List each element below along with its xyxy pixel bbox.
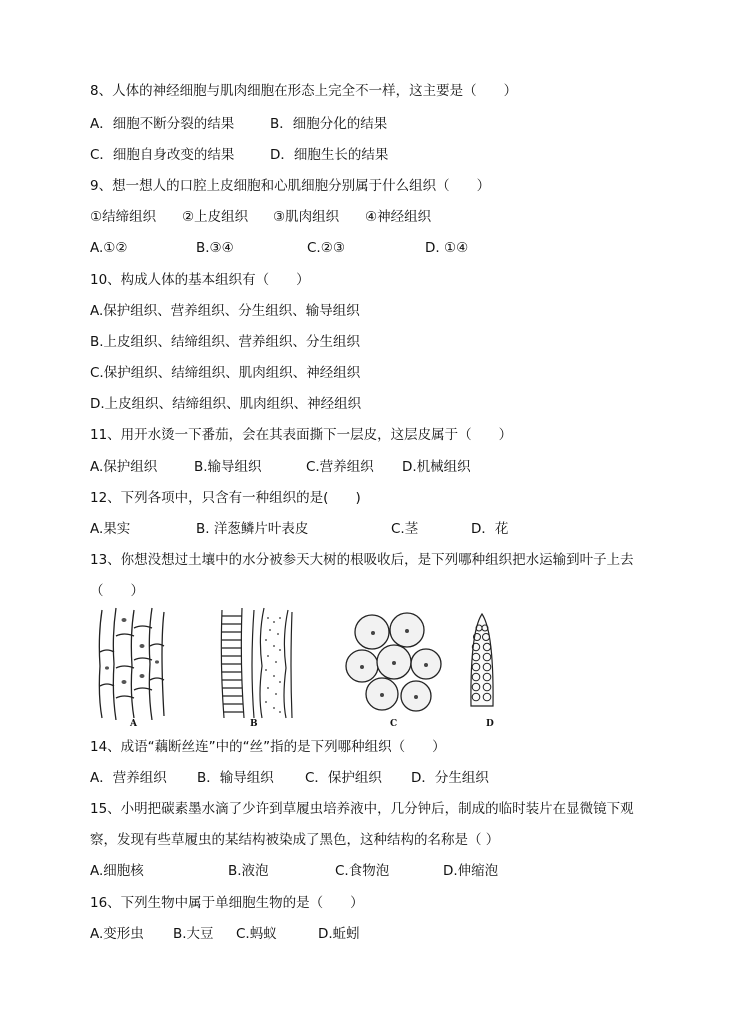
q8-option-d: D．细胞生长的结果 (270, 147, 389, 163)
q9-item-4: ④神经组织 (365, 209, 432, 225)
q10-option-c: C.保护组织、结缔组织、肌肉组织、神经组织 (90, 365, 361, 381)
q16-option-d: D.蚯蚓 (318, 926, 360, 942)
q11-option-b: B.输导组织 (194, 459, 262, 475)
q9-option-c: C.②③ (307, 240, 345, 256)
q9-stem: 9、想一想人的口腔上皮细胞和心肌细胞分别属于什么组织（ ） (90, 178, 491, 194)
q12-option-c: C.茎 (391, 521, 419, 537)
q8-option-b: B．细胞分化的结果 (270, 116, 388, 132)
q14-option-b: B．输导组织 (197, 770, 274, 786)
q8-option-c: C．细胞自身改变的结果 (90, 147, 235, 163)
figure-b-vessels (218, 606, 294, 720)
q14-option-a: A．营养组织 (90, 770, 167, 786)
q12-option-a: A.果实 (90, 521, 131, 537)
q15-stem-line1: 15、小明把碳素墨水滴了少许到草履虫培养液中，几分钟后，制成的临时装片在显微镜下观 (90, 801, 634, 817)
q10-option-b: B.上皮组织、结缔组织、营养组织、分生组织 (90, 334, 361, 350)
q8-stem: 8、人体的神经细胞与肌肉细胞在形态上完全不一样，这主要是（ ） (90, 83, 518, 99)
q11-stem: 11、用开水烫一下番茄，会在其表面撕下一层皮，这层皮属于（ ） (90, 427, 513, 443)
q15-stem-line2: 察，发现有些草履虫的某结构被染成了黑色，这种结构的名称是（ ） (90, 832, 500, 848)
figure-b-label: B (250, 719, 258, 729)
figure-a-cells (94, 606, 168, 720)
q15-option-d: D.伸缩泡 (443, 863, 499, 879)
q9-option-b: B.③④ (196, 240, 234, 256)
q13-stem-line1: 13、你想没想过土壤中的水分被参天大树的根吸收后，是下列哪种组织把水运输到叶子上去 (90, 552, 634, 568)
q11-option-c: C.营养组织 (306, 459, 374, 475)
figure-c-round-cells (342, 610, 442, 714)
q16-option-c: C.蚂蚁 (236, 926, 277, 942)
q9-item-3: ③肌肉组织 (273, 209, 340, 225)
q9-item-2: ②上皮组织 (182, 209, 249, 225)
q14-stem: 14、成语“藕断丝连”中的“丝”指的是下列哪种组织（ ） (90, 739, 446, 755)
figure-a-label: A (130, 719, 137, 729)
q8-option-a: A．细胞不断分裂的结果 (90, 116, 235, 132)
q13-figures (90, 606, 510, 734)
figure-d-meristem (468, 612, 496, 708)
q9-option-d: D. ①④ (425, 240, 469, 256)
q11-option-a: A.保护组织 (90, 459, 158, 475)
figure-d-label: D (486, 719, 494, 729)
q12-option-d: D．花 (471, 521, 509, 537)
q16-option-b: B.大豆 (173, 926, 214, 942)
q14-option-c: C．保护组织 (305, 770, 382, 786)
q12-option-b: B. 洋葱鳞片叶表皮 (196, 521, 309, 537)
q13-stem-line2: （ ） (90, 583, 144, 599)
q11-option-d: D.机械组织 (402, 459, 471, 475)
q16-option-a: A.变形虫 (90, 926, 144, 942)
q9-item-1: ①结缔组织 (90, 209, 157, 225)
q16-stem: 16、下列生物中属于单细胞生物的是（ ） (90, 895, 364, 911)
q12-stem: 12、下列各项中，只含有一种组织的是( ) (90, 490, 361, 506)
figure-c-label: C (390, 719, 398, 729)
q15-option-b: B.液泡 (228, 863, 269, 879)
q15-option-a: A.细胞核 (90, 863, 144, 879)
q15-option-c: C.食物泡 (335, 863, 390, 879)
q10-option-d: D.上皮组织、结缔组织、肌肉组织、神经组织 (90, 396, 362, 412)
q10-stem: 10、构成人体的基本组织有（ ） (90, 272, 310, 288)
q10-option-a: A.保护组织、营养组织、分生组织、输导组织 (90, 303, 360, 319)
q9-option-a: A.①② (90, 240, 128, 256)
q14-option-d: D．分生组织 (411, 770, 489, 786)
